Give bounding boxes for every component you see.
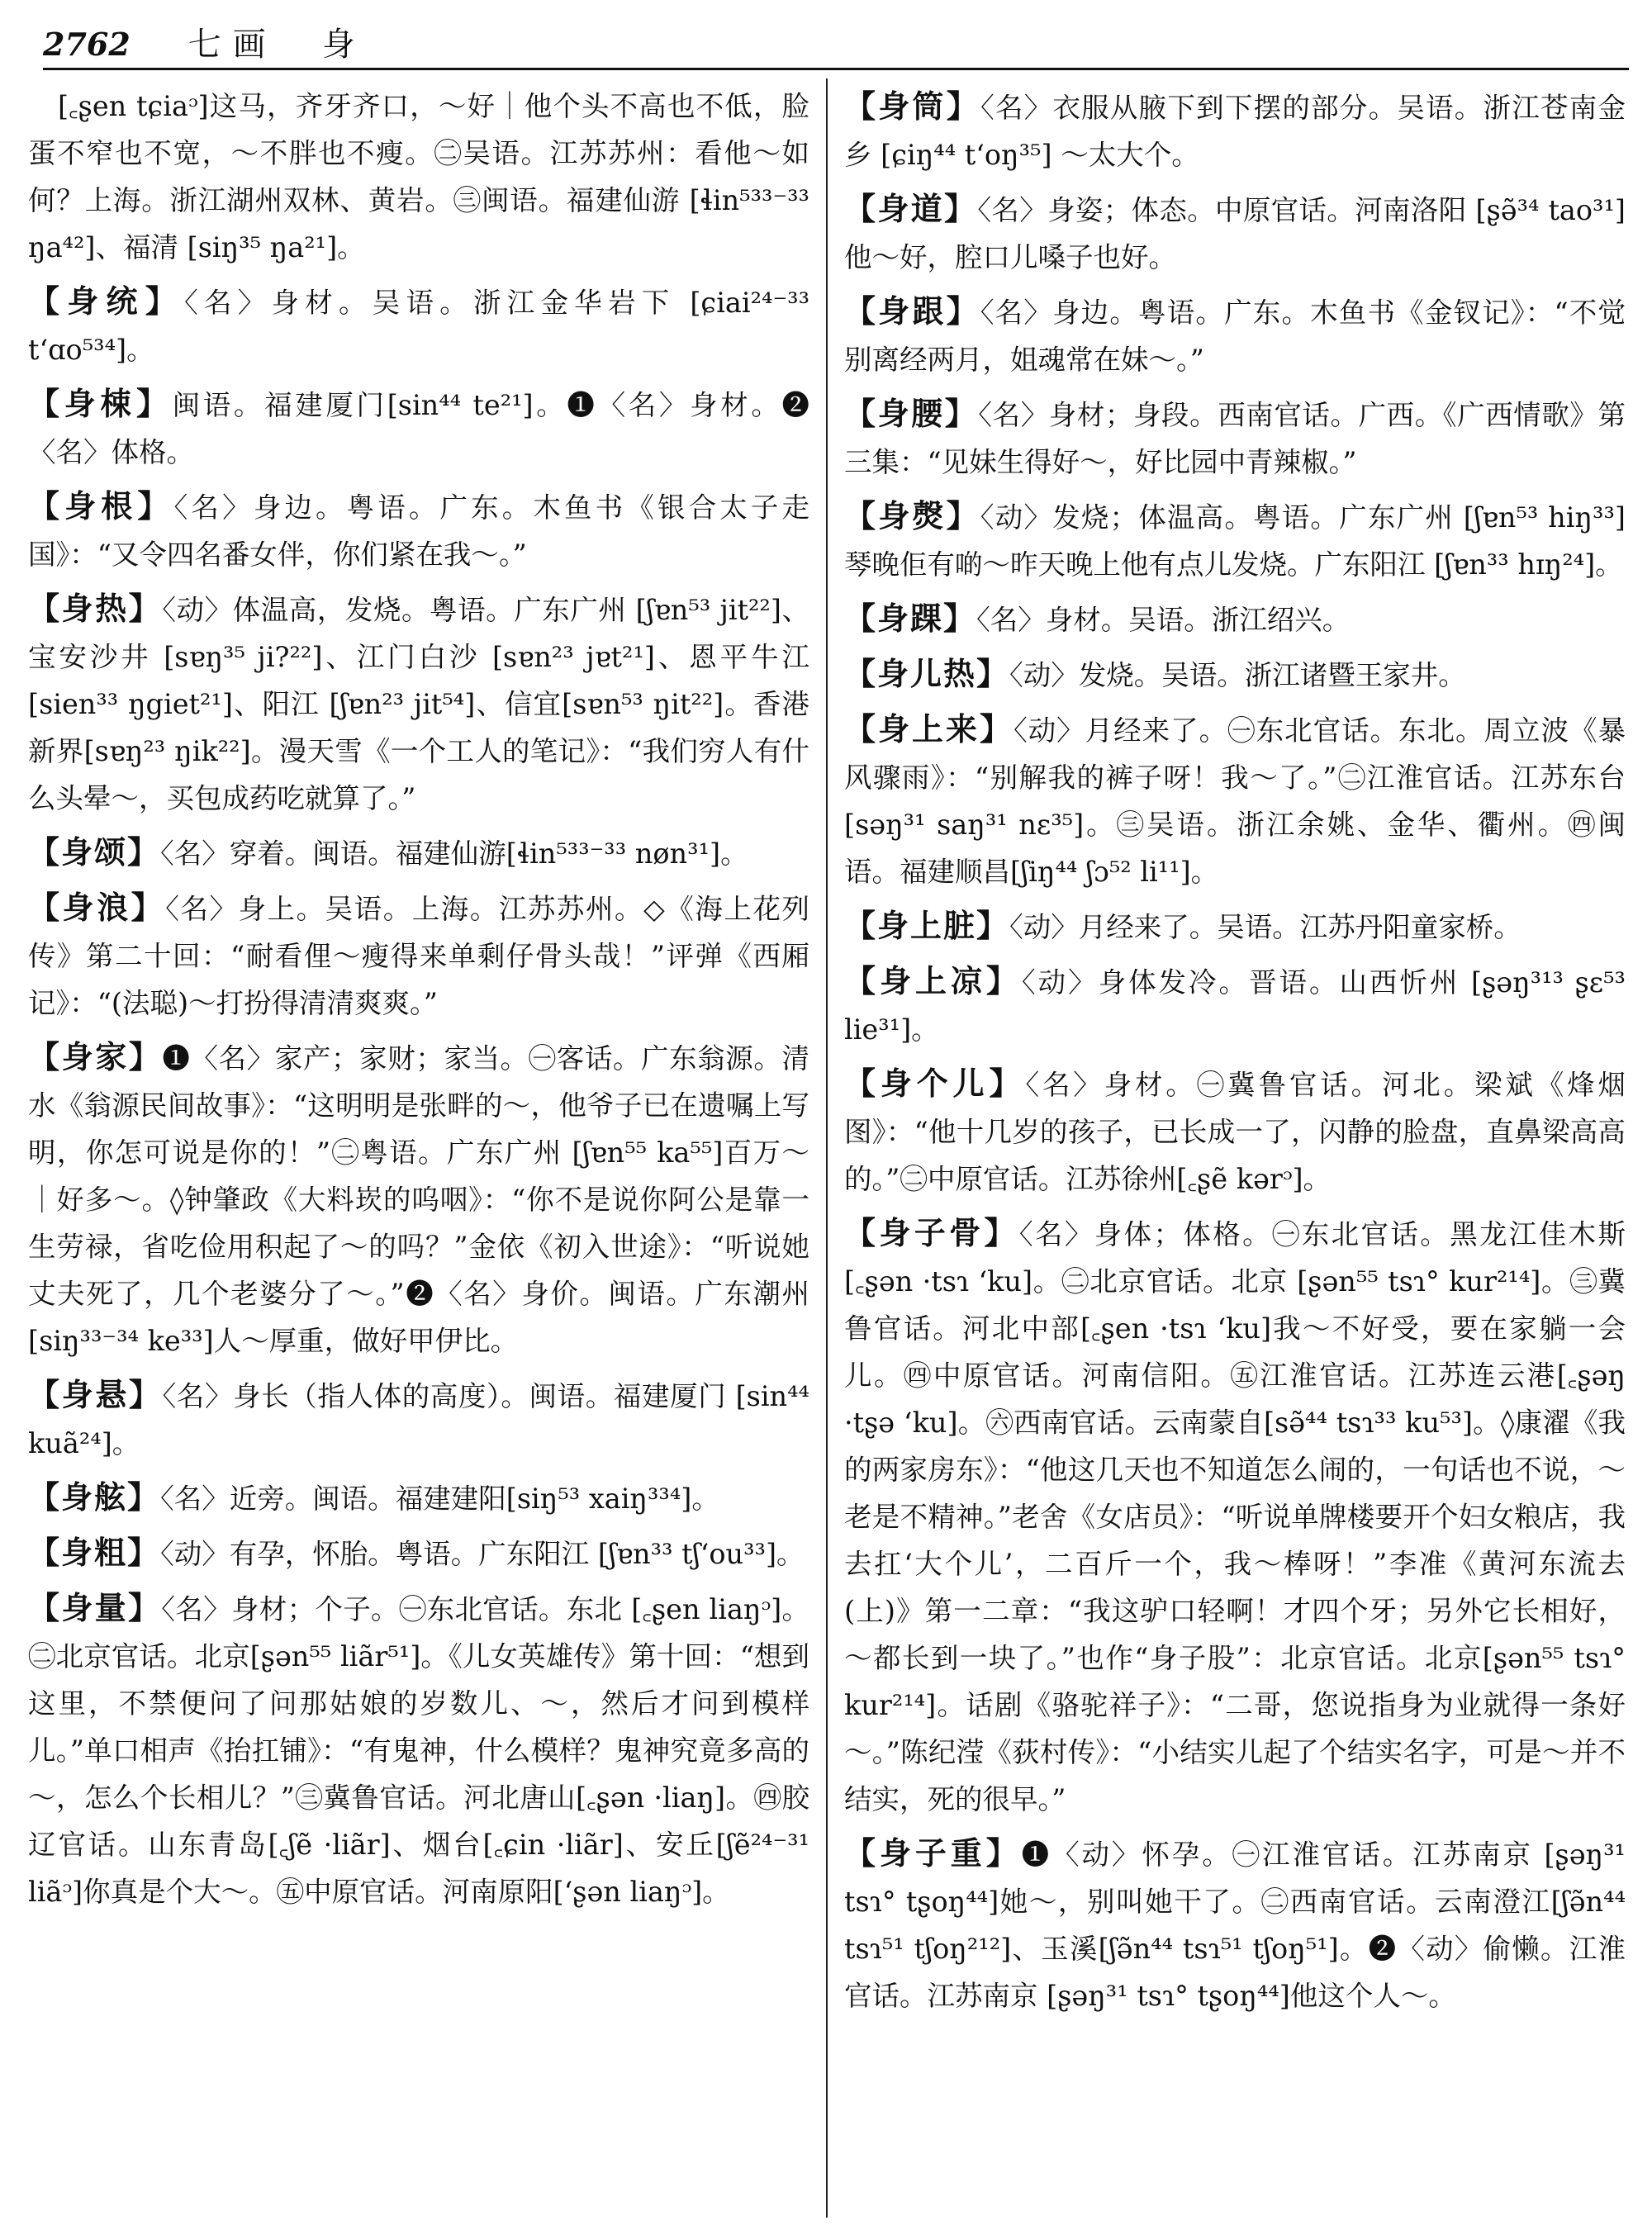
column-divider [826, 78, 828, 2218]
page-number: 2762 [43, 26, 131, 63]
entry-headword: 【身筒】 [844, 88, 980, 125]
right-column [844, 83, 1626, 2222]
dictionary-entry [28, 1033, 809, 1364]
entry-definition: 〈名〉身材。吴语。浙江金华岩下 [ɕiai²⁴⁻³³ tʻɑo⁵³⁴]。 [28, 287, 809, 366]
dictionary-entry [844, 287, 1626, 383]
entry-definition: 闽语。福建厦门[sin⁴⁴ te²¹]。❶〈名〉身材。❷〈名〉体格。 [28, 389, 809, 468]
entry-definition: ❶〈动〉怀孕。㊀江淮官话。江苏南京 [ʂəŋ³¹ tsɿ° tʂoŋ⁴⁴]她～，别叫她干了。㊁西南官话。云南澄江[ʃə̃n⁴⁴ tsɿ⁵¹ tʃoŋ²¹²]、玉溪[ʃə̃n⁴⁴ tsɿ⁵¹ tʃoŋ⁵¹]。❷〈动〉偷懒。江淮官话。江苏南京 [ʂəŋ³¹ tsɿ° tʂoŋ⁴⁴]他这个人～。 [844, 1839, 1626, 2012]
entry-headword: 【身根】 [28, 487, 174, 524]
entry-definition: 〈动〉有孕，怀胎。粤语。广东阳江 [ʃɐn³³ tʃʻou³³]。 [160, 1538, 805, 1570]
entry-headword: 【身个儿】 [844, 1065, 1026, 1102]
entry-headword: 【身上来】 [844, 710, 1014, 747]
entry-definition: 〈名〉身边。粤语。广东。木鱼书《金钗记》：“不觉别离经两月，姐魂常在妹～。” [844, 297, 1626, 376]
dictionary-entry [844, 1829, 1626, 2019]
entry-definition: 〈动〉月经来了。吴语。江苏丹阳童家桥。 [1009, 911, 1521, 943]
dictionary-entry [28, 83, 809, 271]
entry-headword: 【身上脏】 [844, 907, 1010, 944]
entry-headword: 【身量】 [28, 1589, 162, 1626]
dictionary-entry [28, 278, 809, 373]
entry-headword: 【身梀】 [28, 385, 173, 422]
entry-headword: 【身颂】 [28, 833, 161, 871]
entry-headword: 【身舷】 [28, 1478, 161, 1516]
entry-definition: 〈名〉身材；个子。㊀东北官话。东北 [꜀ʂen liaŋᵓ]。㊁北京官话。北京[ʂən⁵⁵ liãr⁵¹]。《儿女英雄传》第十回：“想到这里，不禁便问了问那姑娘的岁数儿、～，然后才问到模样儿。”单口相声《抬扛铺》：“有鬼神，什么模样？鬼神究竟多高的～，怎么个长相儿？”㊂冀鲁官话。河北唐山[꜀ʂən ·liaŋ]。㊃胶辽官话。山东青岛[꜀ʃẽ ·liãr]、烟台[꜀ɕin ·liãr]、安丘[ʃẽ²⁴⁻³¹ liãᵓ]你真是个大～。㊄中原官话。河南原阳[ʻʂən liaŋᵓ]。 [28, 1593, 809, 1908]
section-title: 七画 身 [188, 26, 367, 64]
entry-headword: 【身踝】 [844, 600, 977, 637]
entry-headword: 【身家】 [28, 1038, 163, 1075]
entry-headword: 【身儿热】 [844, 655, 1010, 692]
entry-definition: 〈动〉月经来了。㊀东北官话。东北。周立波《暴风骤雨》：“别解我的裤子呀！我～了。”㊁江淮官话。江苏东台[səŋ³¹ saŋ³¹ nɛ³⁵]。㊂吴语。浙江余姚、金华、衢州。㊃闽语。福建顺昌[ʃiŋ⁴⁴ ʃɔ⁵² li¹¹]。 [844, 714, 1626, 888]
dictionary-entry [844, 902, 1626, 951]
entry-headword: 【身子重】 [844, 1834, 1022, 1872]
entry-headword: 【身腰】 [844, 395, 979, 432]
dictionary-entry [28, 1371, 809, 1467]
dictionary-entry [844, 705, 1626, 895]
entry-headword: 【身粗】 [28, 1534, 161, 1571]
dictionary-entry [844, 185, 1626, 281]
entry-definition: 〈名〉身姿；体态。中原官话。河南洛阳 [ʂə̃³⁴ tao³¹] 他～好，腔口儿嗓子也好。 [844, 194, 1626, 273]
entry-definition: 〈动〉体温高，发烧。粤语。广东广州 [ʃɐn⁵³ jit²²]、宝安沙井 [sɐŋ³⁵ ji?²²]、江门白沙 [sɐn²³ jɐt²¹]、恩平牛江 [sien³³ ŋgiet²¹]、阳江 [ʃɐn²³ jit⁵⁴]、信宜[sɐn⁵³ ŋit²²]。香港新界[sɐŋ²³ ŋik²²]。漫天雪《一个工人的笔记》：“我们穷人有什么头晕～，买包成药吃就算了。” [28, 594, 809, 814]
entry-headword: 【身悬】 [28, 1376, 163, 1413]
dictionary-entry [844, 390, 1626, 486]
entry-headword: 【身统】 [28, 282, 184, 320]
entry-definition: 〈名〉身体；体格。㊀东北官话。黑龙江佳木斯[꜀ʂən ·tsɿ ʻku]。㊁北京官话。北京 [ʂən⁵⁵ tsɿ° kur²¹⁴]。㊂冀鲁官话。河北中部[꜀ʂen ·tsɿ ʻku]我～不好受，要在家躺一会儿。㊃中原官话。河南信阳。㊄江淮官话。江苏连云港[꜀ʂəŋ ·tʂə ʻku]。㊅西南官话。云南蒙自[sə̃⁴⁴ tsɿ³³ ku⁵³]。◊康濯《我的两家房东》：“他这几天也不知道怎么闹的，一句话也不说，～老是不精神。”老舍《女店员》：“听说单牌楼要开个妇女粮店，我去扛‘大个儿’，二百斤一个，我～棒呀！”李准《黄河东流去(上)》第一二章：“我这驴口轻啊！才四个牙；另外它长相好，～都长到一块了。”也作“身子股”：北京官话。北京[ʂən⁵⁵ tsɿ° kur²¹⁴]。话剧《骆驼祥子》：“二哥，您说指身为业就得一条好～。”陈纪滢《荻村传》：“小结实儿起了个结实名字，可是～并不结实，死的很早。” [844, 1218, 1626, 1815]
entry-headword: 【身浪】 [28, 889, 166, 926]
entry-headword: 【身跟】 [844, 292, 980, 330]
dictionary-entry [28, 1584, 809, 1915]
entry-definition: [꜀ʂen tɕiaᵓ]这马，齐牙齐口，～好｜他个头不高也不低，脸蛋不窄也不宽，～不胖也不瘦。㊁吴语。江苏苏州：看他～如何？上海。浙江湖州双林、黄岩。㊂闽语。福建仙游 [ɬin⁵³³⁻³³ ŋa⁴²]、福清 [siŋ³⁵ ŋa²¹]。 [28, 90, 809, 263]
entry-headword: 【身子骨】 [844, 1214, 1019, 1251]
entry-definition: 〈名〉身长（指人体的高度）。闽语。福建厦门 [sin⁴⁴ kuã²⁴]。 [28, 1380, 809, 1459]
entry-headword: 【身㷫】 [844, 497, 980, 534]
dictionary-entry [28, 1529, 809, 1578]
dictionary-entry [28, 828, 809, 877]
entry-headword: 【身热】 [28, 590, 163, 627]
entry-definition: 〈名〉身上。吴语。上海。江苏苏州。◇《海上花列传》第二十回：“耐看俚～瘦得来单剩仔骨头哉！”评弹《西厢记》：“(法聪)～打扮得清清爽爽。” [28, 893, 809, 1019]
entry-definition: 〈名〉身材；身段。西南官话。广西。《广西情歌》第三集：“见妹生得好～，好比园中青辣椒。” [844, 399, 1626, 478]
dictionary-entry [844, 1060, 1626, 1203]
dictionary-entry [844, 595, 1626, 643]
entry-definition: 〈名〉近旁。闽语。福建建阳[siŋ⁵³ xaiŋ³³⁴]。 [160, 1483, 719, 1515]
dictionary-entry [844, 1209, 1626, 1823]
entry-definition: 〈名〉穿着。闽语。福建仙游[ɬin⁵³³⁻³³ nøn³¹]。 [160, 837, 748, 870]
dictionary-entry [844, 957, 1626, 1053]
dictionary-entry [844, 492, 1626, 588]
page-header [43, 18, 1629, 68]
entry-definition: 〈名〉身边。粤语。广东。木鱼书《银合太子走国》：“又令四名番女伴，你们紧在我～。” [28, 491, 809, 571]
entry-definition: 〈动〉发烧。吴语。浙江诸暨王家井。 [1009, 659, 1466, 691]
entry-definition: 〈动〉发烧；体温高。粤语。广东广州 [ʃɐn⁵³ hiŋ³³] 琴晚佢有啲～昨天晚上他有点儿发烧。广东阳江 [ʃɐn³³ hɪŋ²⁴]。 [844, 501, 1626, 581]
dictionary-entry [28, 585, 809, 822]
dictionary-entry [844, 650, 1626, 699]
entry-headword: 【身道】 [844, 190, 978, 227]
dictionary-entry [844, 83, 1626, 178]
dictionary-entry [28, 380, 809, 476]
dictionary-entry [28, 1473, 809, 1522]
dictionary-entry [28, 482, 809, 578]
entry-definition: 〈动〉身体发冷。晋语。山西忻州 [ʂəŋ³¹³ ʂɛ⁵³ lie³¹]。 [844, 966, 1626, 1046]
dictionary-entry [28, 884, 809, 1027]
header-rule [43, 68, 1629, 70]
entry-definition: 〈名〉身材。吴语。浙江绍兴。 [976, 604, 1351, 636]
entry-headword: 【身上凉】 [844, 962, 1022, 999]
left-column [28, 83, 809, 2222]
entry-definition: 〈名〉身材。㊀冀鲁官话。河北。梁斌《烽烟图》：“他十几岁的孩子，已长成一了，闪静的脸盘，直鼻梁高高的。”㊁中原官话。江苏徐州[꜀ʂẽ kərᵓ]。 [844, 1069, 1626, 1195]
entry-definition: ❶〈名〉家产；家财；家当。㊀客话。广东翁源。清水《翁源民间故事》：“这明明是张畔的～，他爷子已在遗嘱上写明，你怎可说是你的！”㊁粤语。广东广州 [ʃɐn⁵⁵ ka⁵⁵]百万～｜好多～。◊钟肇政《大料崁的呜咽》：“你不是说你阿公是靠一生劳禄，省吃俭用积起了～的吗？”金依《初入世途》：“听说她丈夫死了，几个老婆分了～。”❷〈名〉身价。闽语。广东潮州[siŋ³³⁻³⁴ ke³³]人～厚重，做好甲伊比。 [28, 1042, 809, 1357]
entry-definition: 〈名〉衣服从腋下到下摆的部分。吴语。浙江苍南金乡 [ɕiŋ⁴⁴ tʻoŋ³⁵] ～太大个。 [844, 92, 1626, 171]
